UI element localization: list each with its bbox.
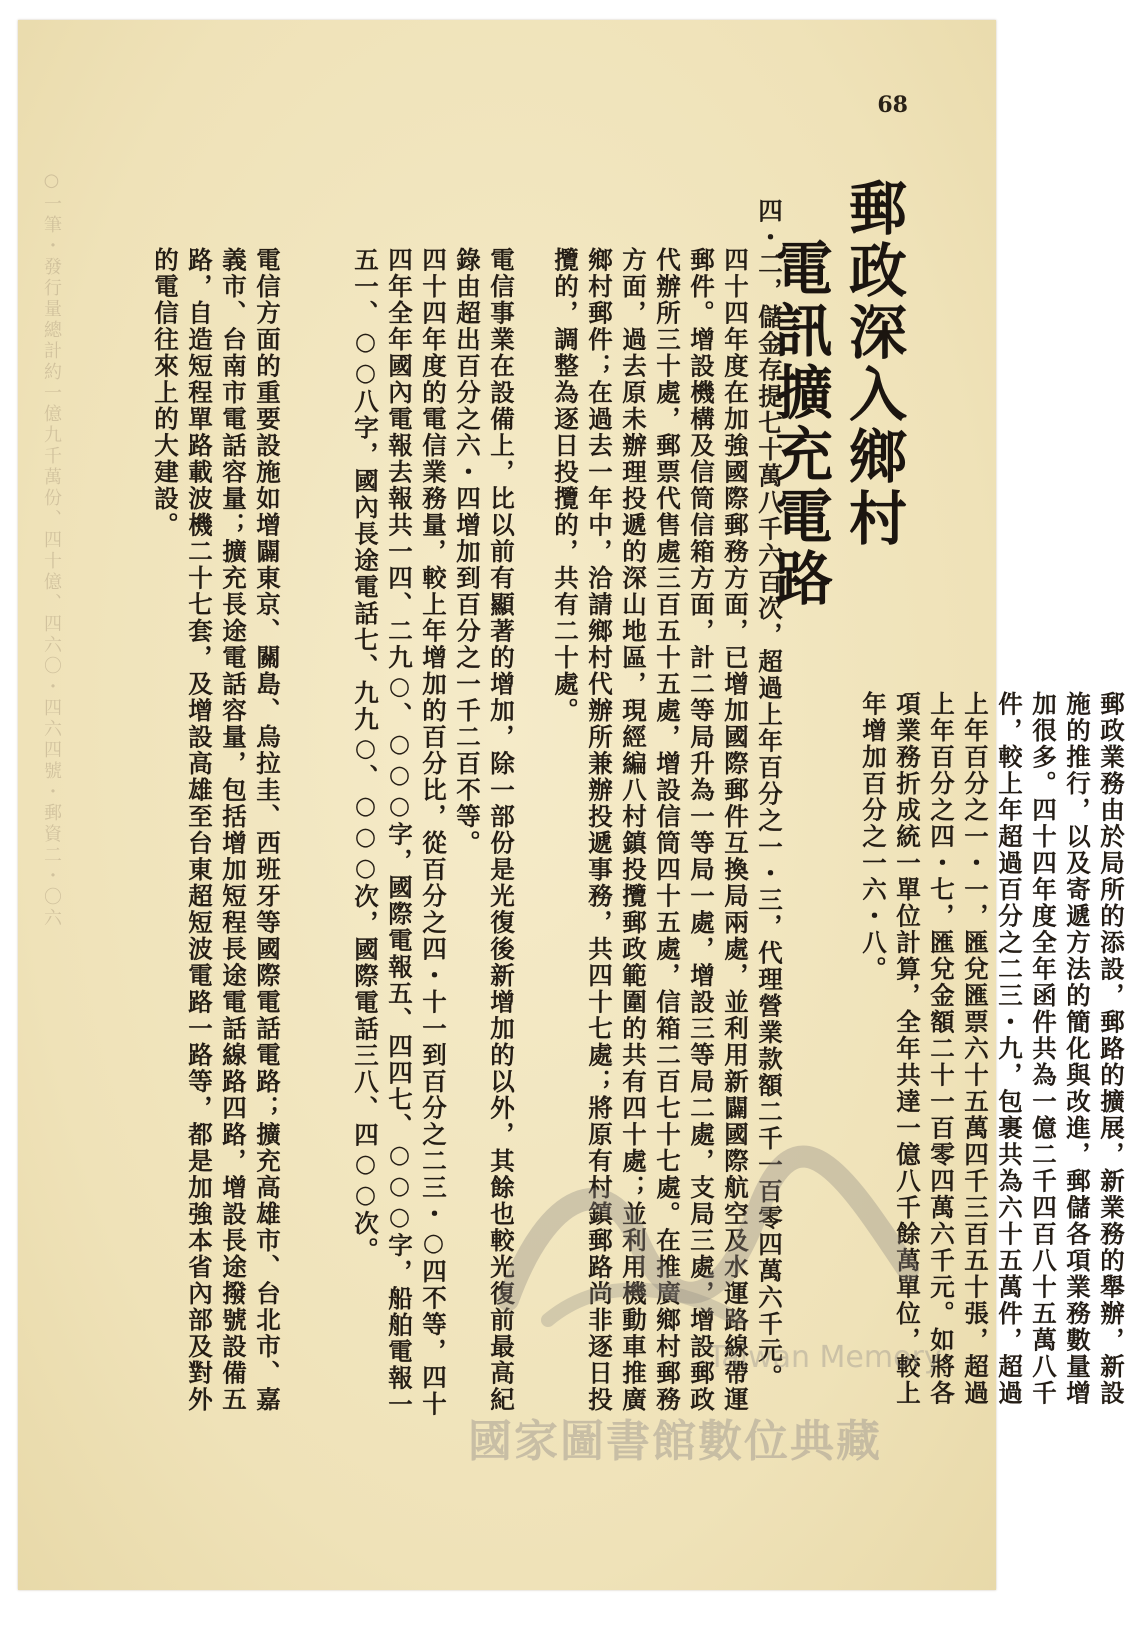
body-para-1: 四・二，儲金存提七十萬八千六百次，超過上年百分之一・三，代理營業款額二千一百零四萬六千元。 bbox=[755, 198, 784, 1391]
intro-text: 郵政業務由於局所的添設，郵路的擴展，新業務的舉辦，新設施的推行，以及寄遞方法的簡化與改進，郵儲各項業務數量增加很多。四十四年度全年函件共為一億二千四百八十五萬八千件，較上年超過百分之二三・九，包裹共為六十五萬件，超過上年百分之一・一，匯兌匯票六十五萬四千三百五十張，超過上年百分之四・七，匯兌金額二十一百零四萬六千元。如將各項業務折成統一單位計算，全年共達一億八千餘萬單位，較上年增加百分之一六・八。 bbox=[859, 691, 1126, 1407]
body-para-3: 電信事業在設備上，比以前有顯著的增加，除一部份是光復後新增加的以外，其餘也較光復前最高紀錄由超出百分之六・四增加到百分之一千二百不等。 bbox=[453, 247, 516, 1413]
body-para-4: 四十四年度的電信業務量，較上年增加的百分比，從百分之四・十一到百分之二三・○四不等，四十四年全年國內電報去報共一四、二九○、○○○字，國際電報五、四四七、○○○字，船舶電報一五一、○○八字，國內長途電話七、九九○、○○○次，國際電話三八、四○○次。 bbox=[351, 247, 448, 1418]
title-line-2: 電訊擴充電路 bbox=[765, 238, 833, 610]
watermark-logo-icon bbox=[488, 1150, 928, 1340]
body-para-5: 電信方面的重要設施如增闢東京、關島、烏拉圭、西班牙等國際電話電路；擴充高雄市、台北市、嘉義市、台南市電話容量；擴充長途電話容量，包括增加短程長途電話線路四路，增設長途撥號設備五路，自造短程單路載波機二十七套，及增設高雄至台東超短波電路一路等，都是加強本省內部及對外的電信往來上的大建設。 bbox=[151, 247, 282, 1413]
body-para-2: 四十四年度在加強國際郵務方面，已增加國際郵件互換局兩處，並利用新闢國際航空及水運路線帶運郵件。增設機構及信筒信箱方面，計二等局升為一等局一處，增設三等局二處，支局三處，增設郵政代辦所三十處，郵票代售處三百五十五處，增設信筒四十五處，信箱二百七十七處。在推廣鄉村郵務方面，過去原未辦理投遞的深山地區，現經編八村鎮投攬郵政範圍的共有四十處；並利用機動車推廣鄉村郵件；在過去一年中，洽請鄉村代辦所兼辦投遞事務，共四十七處；將原有村鎮郵路尚非逐日投攬的，調整為逐日投攬的，共有二十處。 bbox=[551, 247, 750, 1413]
watermark-english: Taiwan Memory bbox=[708, 1340, 942, 1375]
left-margin-note: ○一筆・發行量總計約一億九千萬份、四十億、四六〇・四六四號・郵資二・〇六 bbox=[41, 170, 62, 929]
title-line-1: 郵政深入鄉村 bbox=[839, 178, 907, 550]
body-column-3 bbox=[148, 198, 284, 1428]
page-number: 68 bbox=[877, 92, 908, 118]
scanned-page bbox=[18, 20, 1126, 1590]
watermark-chinese: 國家圖書館數位典藏 bbox=[468, 1416, 882, 1467]
